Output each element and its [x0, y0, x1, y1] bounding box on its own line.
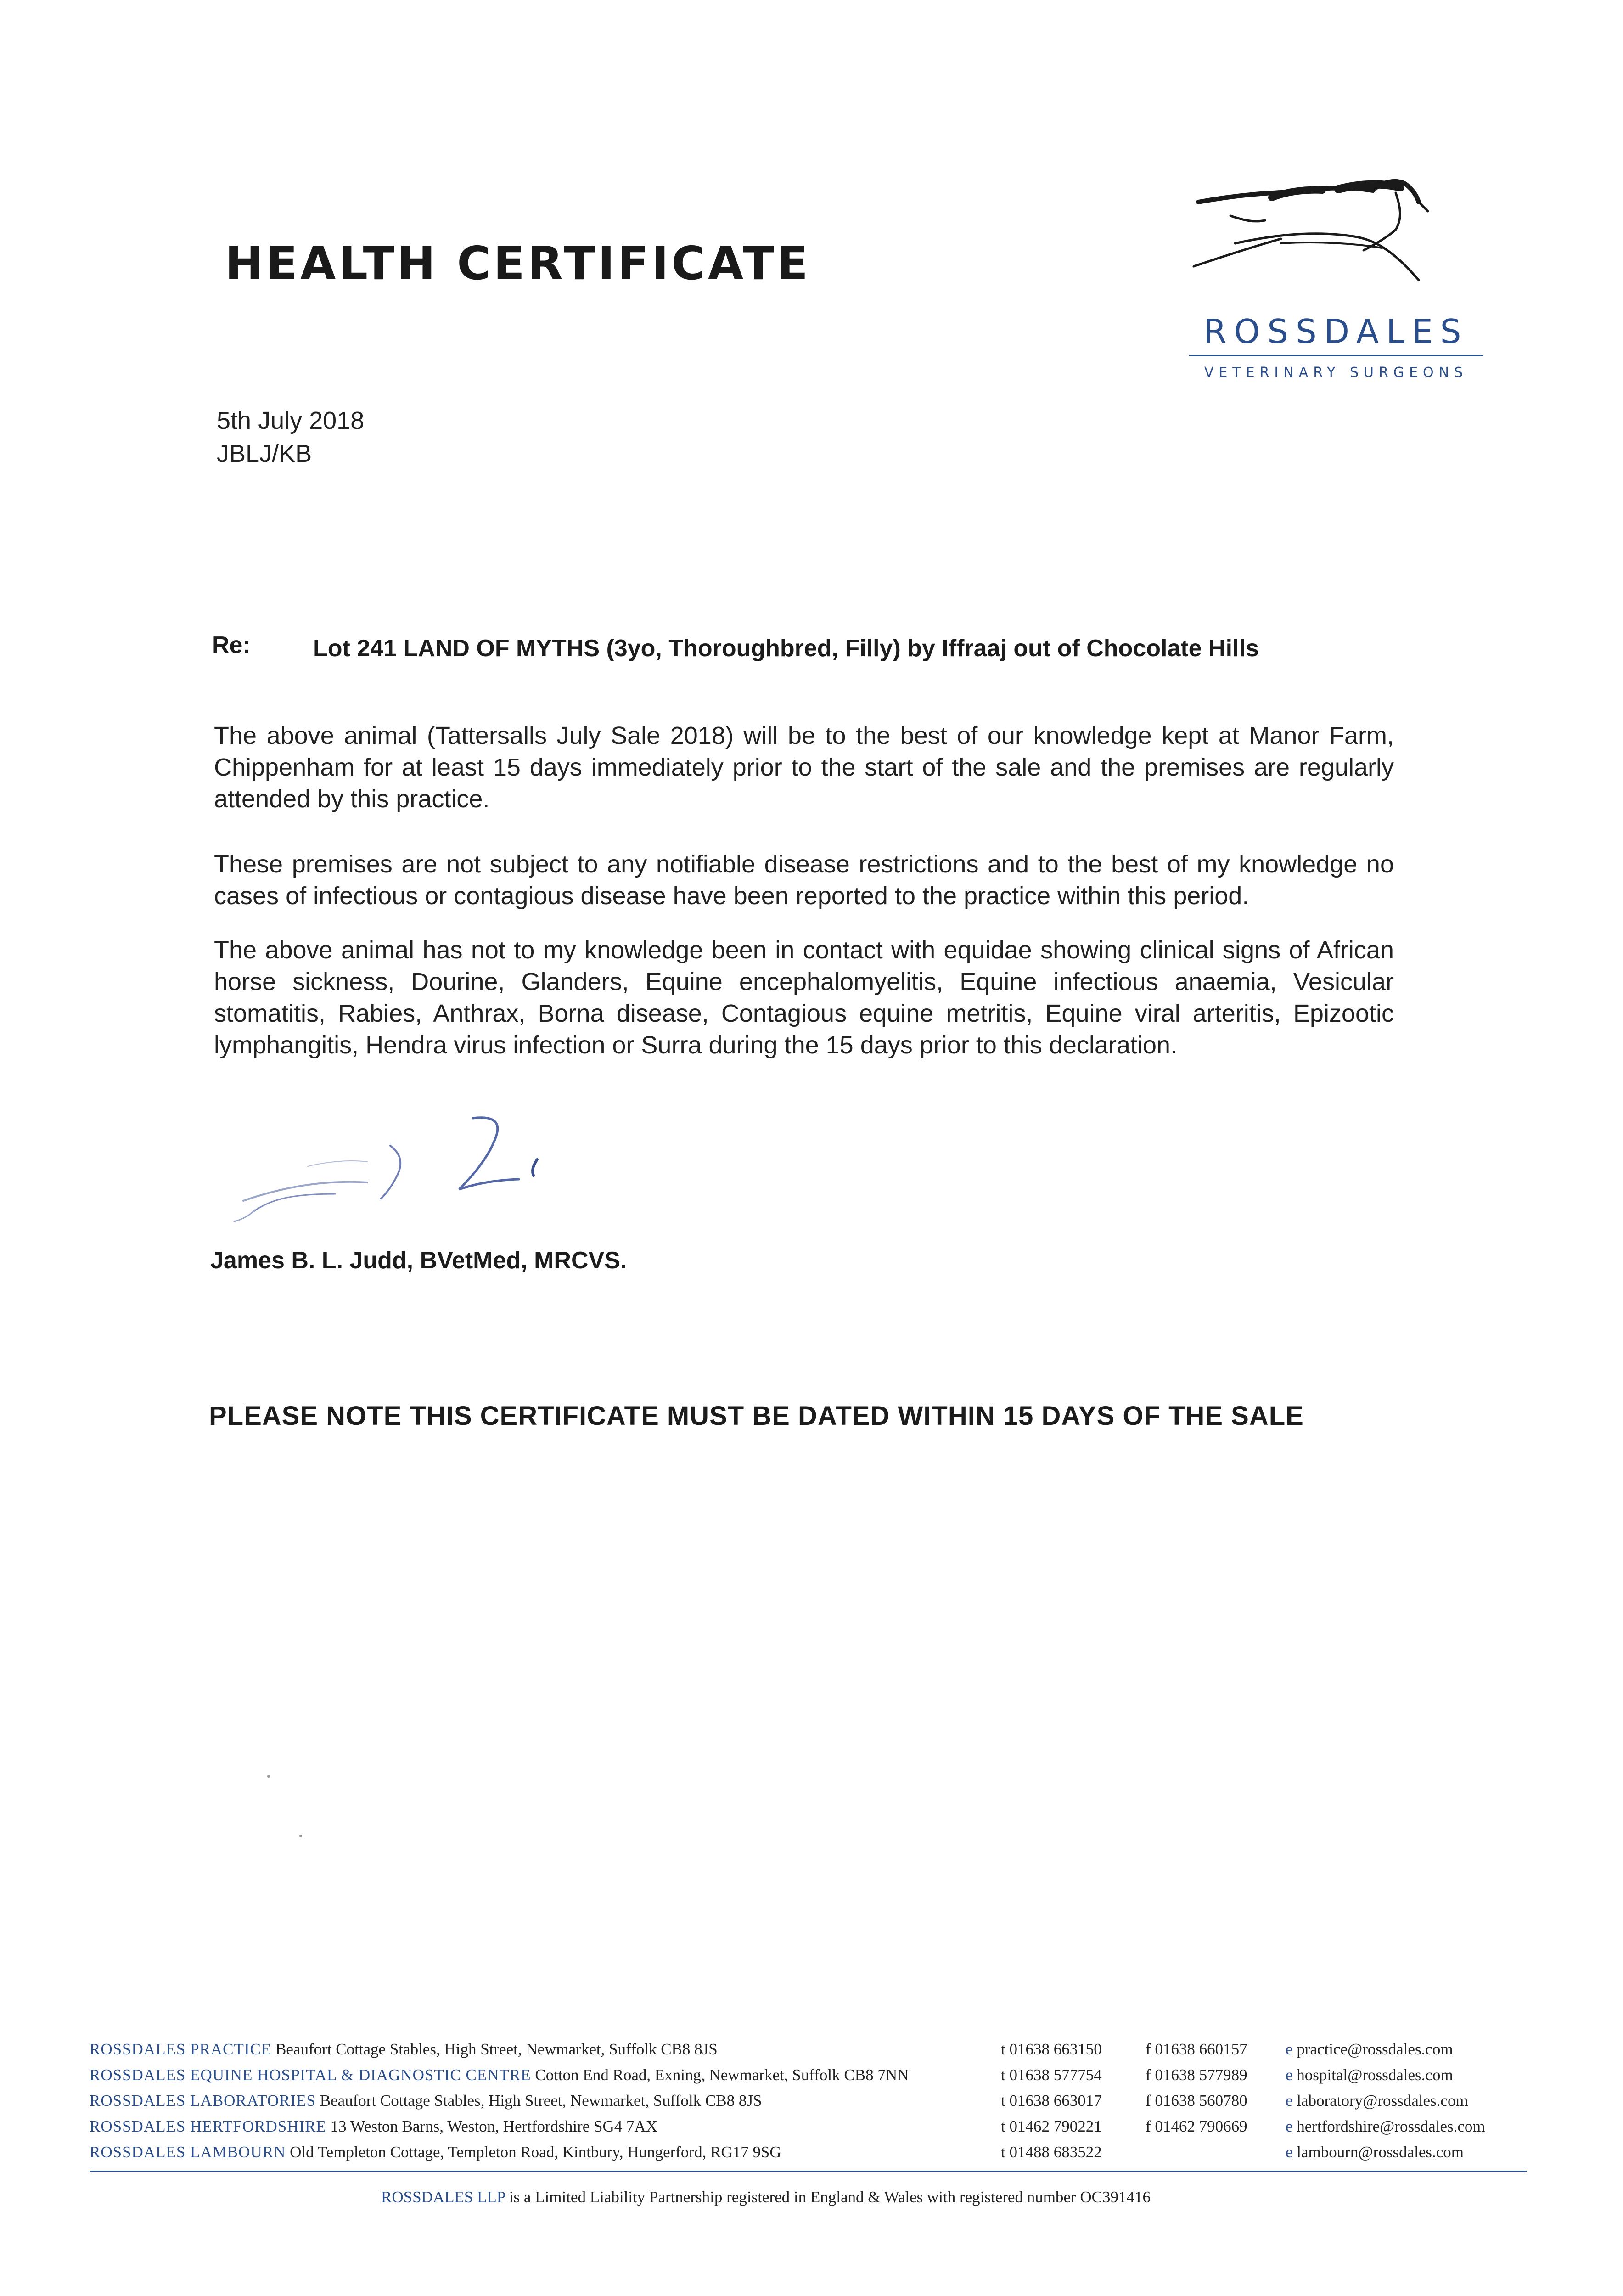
practice-name: ROSSDALES PRACTICE: [90, 2040, 272, 2058]
telephone: 01638 663150: [1009, 2040, 1102, 2058]
email-prefix: e: [1286, 2117, 1293, 2135]
practice-address: Old Templeton Cottage, Templeton Road, Kintbury, Hungerford, RG17 9SG: [290, 2143, 781, 2161]
rossdales-logo: [1180, 174, 1492, 381]
document-date: 5th July 2018: [217, 407, 365, 434]
legal-notice: [381, 2188, 1151, 2206]
telephone: 01488 683522: [1009, 2143, 1102, 2161]
brand-divider: [1189, 355, 1483, 356]
footer-row: [90, 2114, 1531, 2139]
fax-prefix: f: [1146, 2066, 1151, 2084]
tel-prefix: t: [1001, 2092, 1005, 2110]
legal-text: is a Limited Liability Partnership registered in England & Wales with registered number OC391416: [509, 2188, 1151, 2206]
tel-prefix: t: [1001, 2040, 1005, 2058]
re-subject: Lot 241 LAND OF MYTHS (3yo, Thoroughbred, Filly) by Iffraaj out of Chocolate Hills: [313, 635, 1259, 662]
document-reference: JBLJ/KB: [217, 440, 312, 467]
email-prefix: e: [1286, 2040, 1293, 2058]
footer-divider: [90, 2171, 1527, 2172]
practice-name: ROSSDALES LAMBOURN: [90, 2143, 286, 2161]
fax: 01638 560780: [1155, 2092, 1247, 2110]
practice-address: Cotton End Road, Exning, Newmarket, Suffolk CB8 7NN: [535, 2066, 909, 2084]
footer-row: [90, 2139, 1531, 2165]
fax: 01638 577989: [1155, 2066, 1247, 2084]
fax-prefix: f: [1146, 2040, 1151, 2058]
email-link[interactable]: lambourn@rossdales.com: [1297, 2143, 1464, 2161]
practice-name: ROSSDALES HERTFORDSHIRE: [90, 2117, 326, 2135]
email-prefix: e: [1286, 2092, 1293, 2110]
handwritten-signature: [216, 1116, 574, 1235]
footer-row: [90, 2088, 1531, 2114]
scan-speck: [267, 1775, 270, 1778]
email-link[interactable]: practice@rossdales.com: [1297, 2040, 1453, 2058]
re-label: Re:: [212, 632, 251, 658]
email-link[interactable]: laboratory@rossdales.com: [1297, 2092, 1468, 2110]
practice-address: 13 Weston Barns, Weston, Hertfordshire SG4 7AX: [330, 2117, 658, 2135]
body-paragraph: The above animal (Tattersalls July Sale 2018) will be to the best of our knowledge kept at Manor Farm, Chippenham for at least 15 days immediately prior to the start of the sale and the premises are regularly attended by this practice.: [214, 722, 1394, 813]
email-prefix: e: [1286, 2066, 1293, 2084]
telephone: 01462 790221: [1009, 2117, 1102, 2135]
footer-row: [90, 2037, 1531, 2062]
tel-prefix: t: [1001, 2066, 1005, 2084]
fax-prefix: f: [1146, 2092, 1151, 2110]
fax-prefix: f: [1146, 2117, 1151, 2135]
fax: 01638 660157: [1155, 2040, 1247, 2058]
galloping-horse-logo-icon: [1180, 174, 1492, 312]
signatory-name: James B. L. Judd, BVetMed, MRCVS.: [210, 1247, 627, 1274]
brand-subtitle: VETERINARY SURGEONS: [1204, 365, 1468, 381]
telephone: 01638 577754: [1009, 2066, 1102, 2084]
email-link[interactable]: hertfordshire@rossdales.com: [1297, 2117, 1485, 2135]
body-paragraph: These premises are not subject to any notifiable disease restrictions and to the best of my knowledge no cases of infectious or contagious disease have been reported to the practice within this period.: [214, 850, 1394, 910]
document-meta: [217, 404, 364, 470]
sale-date-notice: PLEASE NOTE THIS CERTIFICATE MUST BE DATED WITHIN 15 DAYS OF THE SALE: [209, 1401, 1304, 1431]
body-paragraph: The above animal has not to my knowledge been in contact with equidae showing clinical signs of African horse sickness, Dourine, Glanders, Equine encephalomyelitis, Equine infectious anaemia, Vesicular stomatitis, Rabies, Anthrax, Borna disease, Contagious equine metritis, Equine viral arteritis, Epizootic lymphangitis, Hendra virus infection or Surra during the 15 days prior to this declaration.: [214, 936, 1394, 1059]
practice-address: Beaufort Cottage Stables, High Street, Newmarket, Suffolk CB8 8JS: [320, 2092, 762, 2110]
practice-name: ROSSDALES LABORATORIES: [90, 2092, 316, 2110]
practice-name: ROSSDALES EQUINE HOSPITAL & DIAGNOSTIC CENTRE: [90, 2066, 531, 2084]
footer-row: [90, 2062, 1531, 2088]
tel-prefix: t: [1001, 2143, 1005, 2161]
practice-address: Beaufort Cottage Stables, High Street, Newmarket, Suffolk CB8 8JS: [275, 2040, 718, 2058]
legal-entity-name: ROSSDALES LLP: [381, 2188, 505, 2206]
email-link[interactable]: hospital@rossdales.com: [1297, 2066, 1453, 2084]
email-prefix: e: [1286, 2143, 1293, 2161]
telephone: 01638 663017: [1009, 2092, 1102, 2110]
brand-name: ROSSDALES: [1203, 312, 1469, 351]
scan-speck: [299, 1835, 302, 1837]
page-title: HEALTH CERTIFICATE: [225, 236, 811, 290]
fax: 01462 790669: [1155, 2117, 1247, 2135]
practice-directory: [90, 2037, 1531, 2172]
tel-prefix: t: [1001, 2117, 1005, 2135]
